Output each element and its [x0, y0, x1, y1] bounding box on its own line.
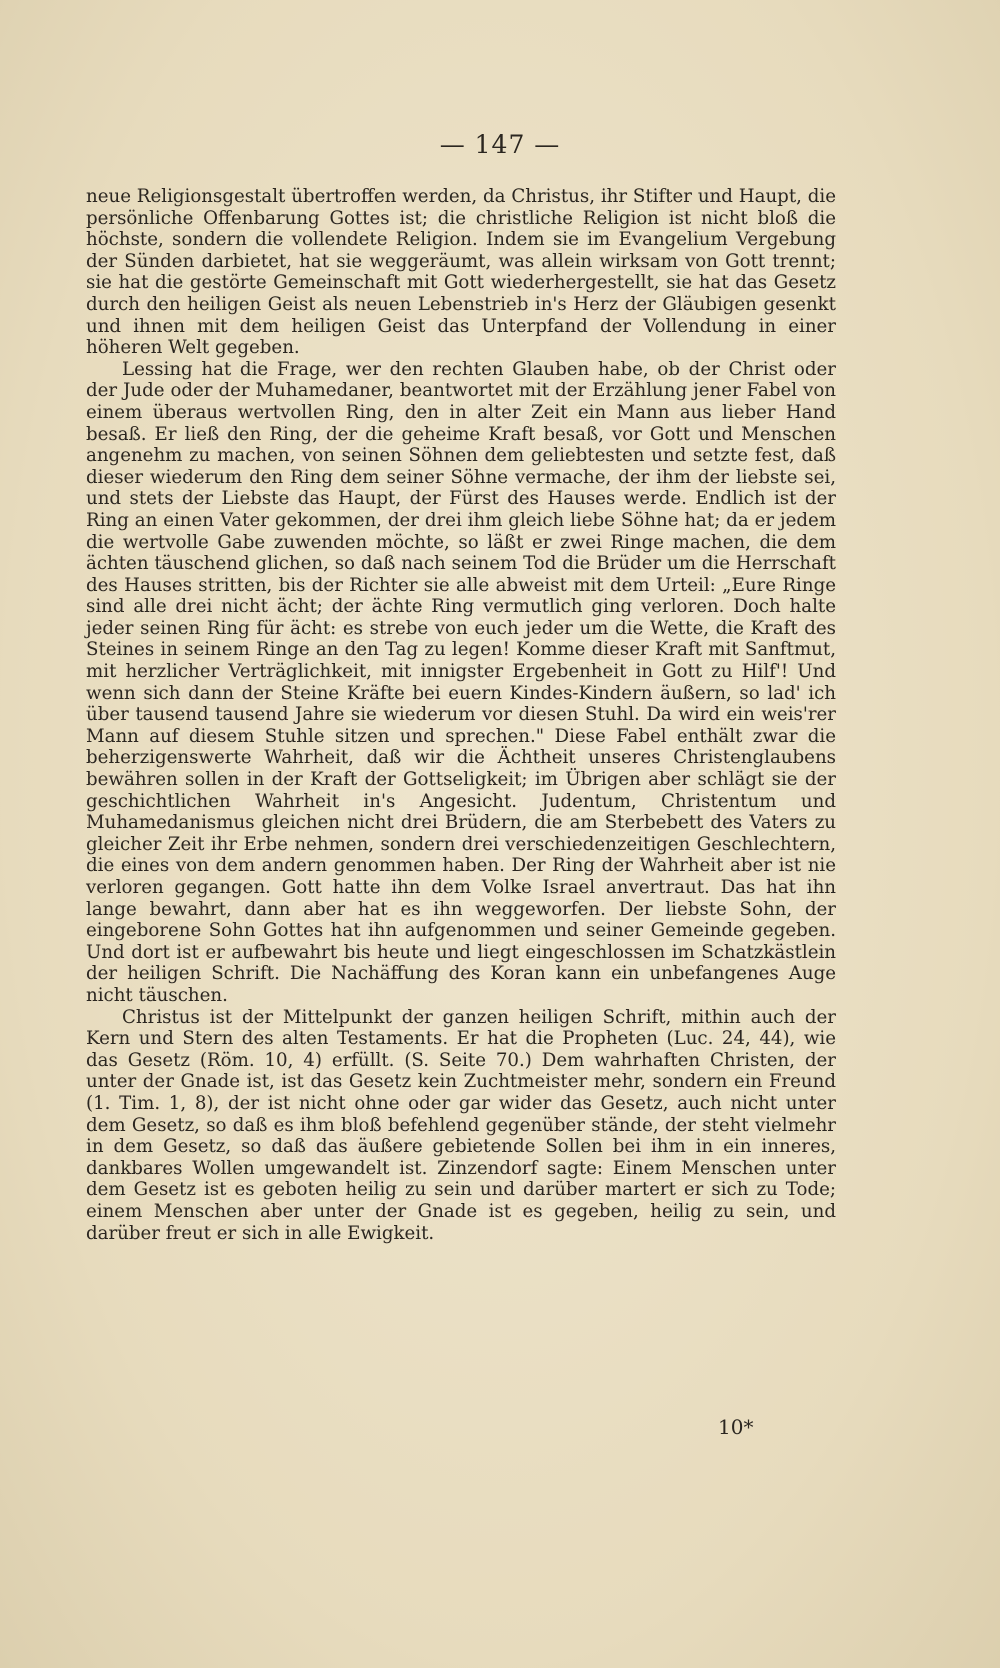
signature-mark: 10* — [718, 1415, 754, 1439]
page-number: — 147 — — [439, 130, 561, 159]
paragraph-2: Lessing hat die Frage, wer den rechten Glauben habe, ob der Christ oder der Jude oder der Muhamedaner, beantwortet mit der Erzählung jener Fabel von einem überaus wertvollen Ring, den in alter Zeit ein Mann aus lieber Hand besaß. Er ließ den Ring, der die geheime Kraft besaß, vor Gott und Menschen angenehm zu machen, von seinen Söhnen dem geliebtesten und setzte fest, daß dieser wiederum den Ring dem seiner Söhne vermache, der ihm der liebste sei, und stets der Liebste das Haupt, der Fürst des Hauses werde. Endlich ist der Ring an einen Vater gekommen, der drei ihm gleich liebe Söhne hat; da er jedem die wertvolle Gabe zuwenden möchte, so läßt er zwei Ringe machen, die dem ächten täuschend glichen, so daß nach seinem Tod die Brüder um die Herrschaft des Hauses stritten, bis der Richter sie alle abweist mit dem Urteil: „Eure Ringe sind alle drei nicht ächt; der ächte Ring vermutlich ging verloren. Doch halte jeder seinen Ring für ächt: es strebe von euch jeder um die Wette, die Kraft des Steines in seinem Ringe an den Tag zu legen! Komme dieser Kraft mit Sanftmut, mit herzlicher Verträglichkeit, mit innigster Ergebenheit in Gott zu Hilf'! Und wenn sich dann der Steine Kräfte bei euern Kindes-Kindern äußern, so lad' ich über tausend tausend Jahre sie wiederum vor diesen Stuhl. Da wird ein weis'rer Mann auf diesem Stuhle sitzen und sprechen." Diese Fabel enthält zwar die beherzigenswerte Wahrheit, daß wir die Ächtheit unseres Christenglaubens bewähren sollen in der Kraft der Gottseligkeit; im Übrigen aber schlägt sie der geschichtlichen Wahrheit in's Angesicht. Judentum, Christentum und Muhamedanismus gleichen nicht drei Brüdern, die am Sterbebett des Vaters zu gleicher Zeit ihr Erbe nehmen, sondern drei verschiedenzeitigen Geschlechtern, die eines von dem andern genommen haben. Der Ring der Wahrheit aber ist nie verloren gegangen. Gott hatte ihn dem Volke Israel anvertraut. Das hat ihn lange bewahrt, dann aber hat es ihn weggeworfen. Der liebste Sohn, der eingeborene Sohn Gottes hat ihn aufgenommen und seiner Gemeinde gegeben. Und dort ist er aufbewahrt bis heute und liegt eingeschlossen im Schatzkästlein der heiligen Schrift. Die Nachäffung des Koran kann ein unbefangenes Auge nicht täuschen. — [86, 358, 836, 1006]
paragraph-3: Christus ist der Mittelpunkt der ganzen heiligen Schrift, mithin auch der Kern und Stern des alten Testaments. Er hat die Propheten (Luc. 24, 44), wie das Gesetz (Röm. 10, 4) erfüllt. (S. Seite 70.) Dem wahrhaften Christen, der unter der Gnade ist, ist das Gesetz kein Zuchtmeister mehr, sondern ein Freund (1. Tim. 1, 8), der ist nicht ohne oder gar wider das Gesetz, auch nicht unter dem Gesetz, so daß es ihm bloß befehlend gegenüber stände, der steht vielmehr in dem Gesetz, so daß das äußere gebietende Sollen bei ihm in ein inneres, dankbares Wollen umgewandelt ist. Zinzendorf sagte: Einem Menschen unter dem Gesetz ist es geboten heilig zu sein und darüber martert er sich zu Tode; einem Menschen aber unter der Gnade ist es gegeben, heilig zu sein, und darüber freut er sich in alle Ewigkeit. — [86, 1006, 836, 1244]
paragraph-1: neue Religionsgestalt übertroffen werden, da Christus, ihr Stifter und Haupt, die persönliche Offenbarung Gottes ist; die christliche Religion ist nicht bloß die höchste, sondern die vollendete Religion. Indem sie im Evangelium Vergebung der Sünden darbietet, hat sie weggeräumt, was allein wirksam von Gott trennt; sie hat die gestörte Gemeinschaft mit Gott wiederhergestellt, sie hat das Gesetz durch den heiligen Geist als neuen Lebenstrieb in's Herz der Gläubigen gesenkt und ihnen mit dem heiligen Geist das Unterpfand der Vollendung in einer höheren Welt gegeben. — [86, 186, 836, 359]
body-text — [86, 186, 836, 1244]
